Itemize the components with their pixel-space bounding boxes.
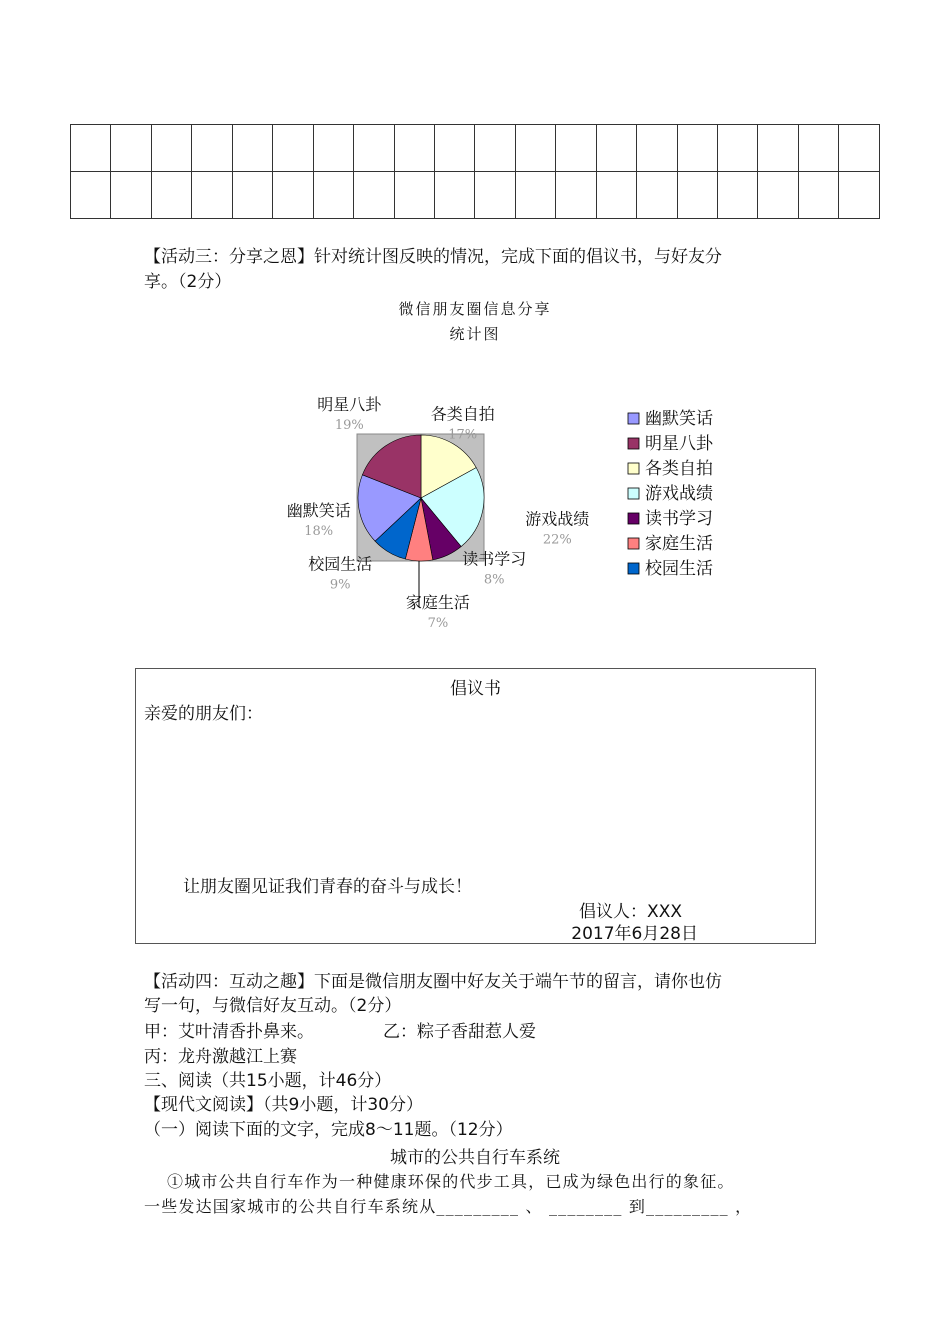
legend-swatch-6 xyxy=(628,538,639,549)
legend-label-4: 游戏战绩 xyxy=(645,484,713,504)
legend-label-5: 读书学习 xyxy=(645,509,713,529)
slice-value-3: 17% xyxy=(448,427,478,443)
slice-value-5: 8% xyxy=(483,572,505,588)
legend-swatch-2 xyxy=(628,438,639,449)
activity4-jia: 甲：艾叶清香扑鼻来。 xyxy=(144,1022,314,1042)
slice-label-3: 各类自拍 xyxy=(430,404,495,424)
legend-swatch-5 xyxy=(628,513,639,524)
activity4-bing: 丙：龙舟激越江上赛 xyxy=(144,1047,297,1067)
proposal-date: 2017年6月28日 xyxy=(571,924,698,944)
article-para1-line1: ①城市公共自行车作为一种健康环保的代步工具，已成为绿色出行的象征。 xyxy=(167,1172,735,1191)
legend-swatch-7 xyxy=(628,563,639,574)
slice-value-7: 9% xyxy=(329,577,351,593)
part1-heading: （一）阅读下面的文字，完成8～11题。（12分） xyxy=(144,1120,513,1140)
article-para1-line2: 一些发达国家城市的公共自行车系统从_________ 、 ________ 到_________ ， xyxy=(144,1197,753,1216)
slice-label-4: 游戏战绩 xyxy=(525,509,590,529)
slice-value-2: 19% xyxy=(334,417,364,433)
legend-label-1: 幽默笑话 xyxy=(645,409,713,429)
legend-label-6: 家庭生活 xyxy=(645,534,713,554)
slice-value-4: 22% xyxy=(542,532,572,548)
pie-chart xyxy=(270,380,740,640)
slice-value-1: 18% xyxy=(304,524,334,539)
chart-title: 微信朋友圈信息分享 xyxy=(398,300,552,318)
slice-label-5: 读书学习 xyxy=(462,549,527,569)
legend-label-2: 明星八卦 xyxy=(645,434,713,454)
article-title: 城市的公共自行车系统 xyxy=(390,1148,560,1168)
activity3-line1: 【活动三：分享之恩】针对统计图反映的情况，完成下面的倡议书，与好友分 xyxy=(144,247,722,267)
section3-heading: 三、阅读（共15小题，计46分） xyxy=(144,1071,392,1091)
activity4-yi: 乙：粽子香甜惹人爱 xyxy=(383,1022,536,1042)
legend-swatch-1 xyxy=(628,413,639,424)
chart-subtitle: 统计图 xyxy=(449,325,501,343)
proposal-greeting: 亲爱的朋友们： xyxy=(144,704,263,724)
slice-value-6: 7% xyxy=(427,616,449,631)
proposal-closing: 让朋友圈见证我们青春的奋斗与成长！ xyxy=(183,877,472,897)
slice-label-6: 家庭生活 xyxy=(405,593,470,612)
answer-grid xyxy=(70,124,880,219)
legend-label-3: 各类自拍 xyxy=(645,459,713,479)
proposal-box xyxy=(135,668,816,944)
legend-swatch-3 xyxy=(628,463,639,474)
proposal-signer: 倡议人：XXX xyxy=(579,902,682,922)
activity4-line2: 写一句，与微信好友互动。（2分） xyxy=(144,996,402,1016)
modern-reading-heading: 【现代文阅读】（共9小题，计30分） xyxy=(144,1095,423,1115)
slice-label-1: 幽默笑话 xyxy=(286,501,351,520)
legend-label-7: 校园生活 xyxy=(645,559,713,579)
slice-label-7: 校园生活 xyxy=(308,554,373,574)
activity4-line1: 【活动四：互动之趣】下面是微信朋友圈中好友关于端午节的留言，请你也仿 xyxy=(144,972,722,992)
slice-label-2: 明星八卦 xyxy=(317,394,382,414)
legend-swatch-4 xyxy=(628,488,639,499)
proposal-title: 倡议书 xyxy=(450,679,501,699)
activity3-line2: 享。（2分） xyxy=(144,272,232,292)
